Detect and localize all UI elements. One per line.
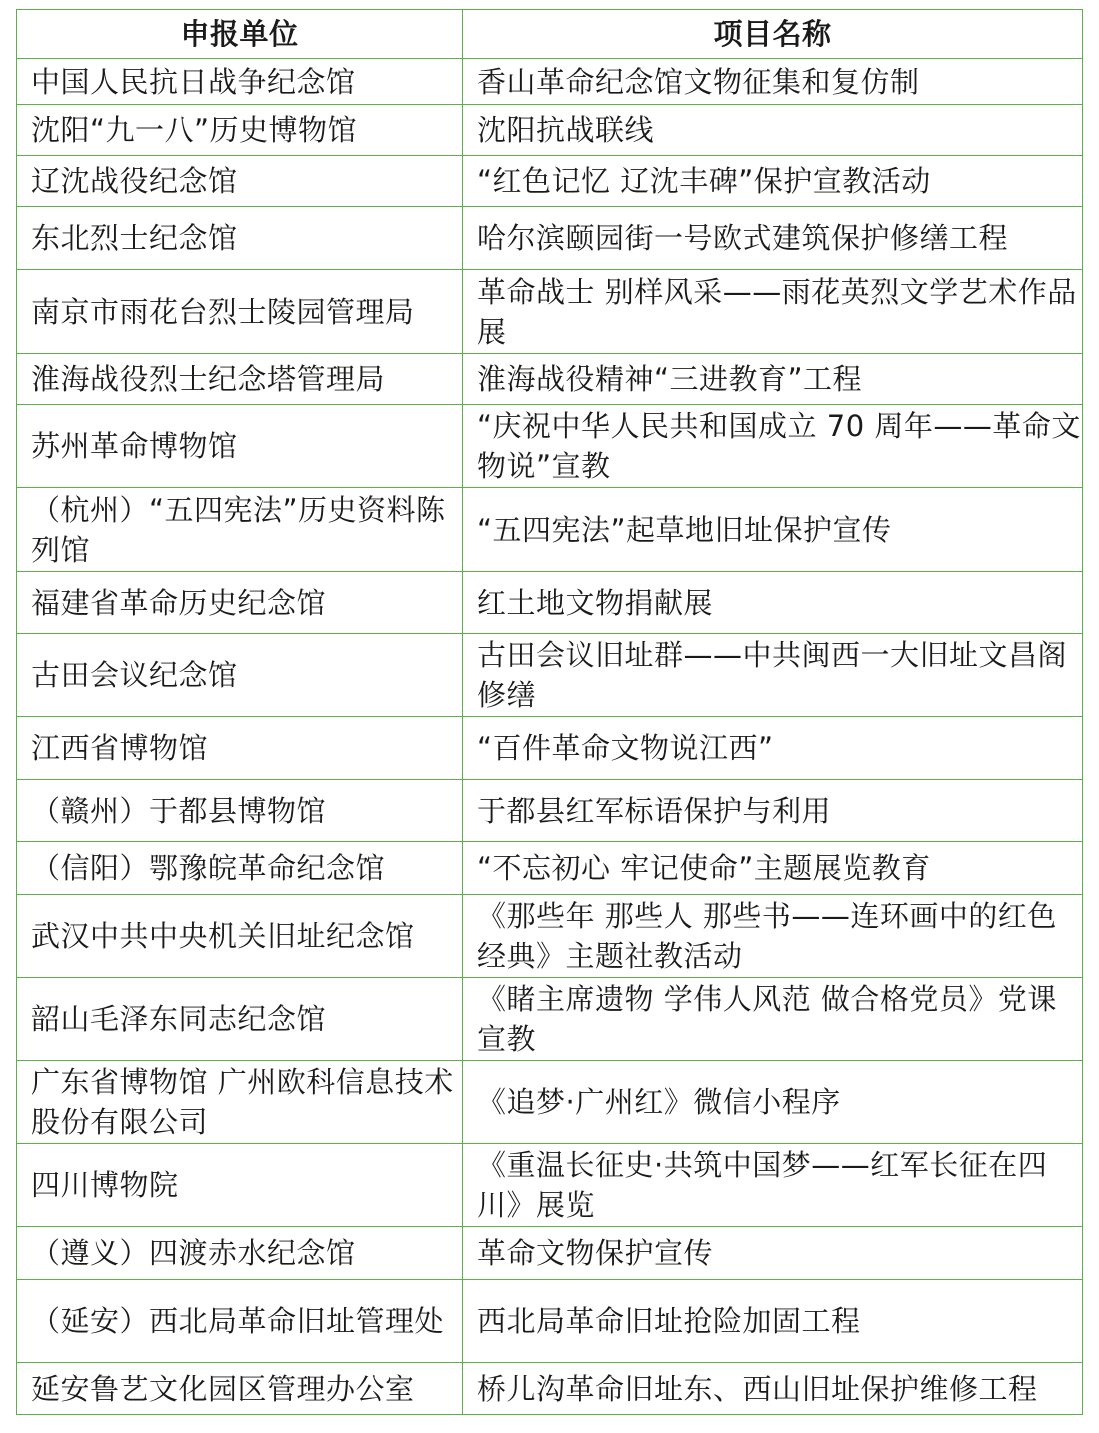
unit-cell: 南京市雨花台烈士陵园管理局: [17, 270, 463, 354]
unit-cell: 古田会议纪念馆: [17, 634, 463, 717]
project-cell: 《那些年 那些人 那些书——连环画中的红色经典》主题社教活动: [463, 895, 1083, 978]
unit-cell: 武汉中共中央机关旧址纪念馆: [17, 895, 463, 978]
table-row: [17, 59, 1083, 105]
table-row: [17, 572, 1083, 634]
table-header-row: [17, 10, 1083, 59]
project-cell: 香山革命纪念馆文物征集和复仿制: [463, 59, 1083, 105]
table-row: [17, 1227, 1083, 1280]
project-cell: 西北局革命旧址抢险加固工程: [463, 1280, 1083, 1363]
unit-cell: 中国人民抗日战争纪念馆: [17, 59, 463, 105]
project-cell: 沈阳抗战联线: [463, 105, 1083, 156]
project-table: [16, 9, 1083, 1415]
table-row: [17, 156, 1083, 207]
table-row: [17, 488, 1083, 572]
table-row: [17, 105, 1083, 156]
project-cell: “百件革命文物说江西”: [463, 717, 1083, 780]
unit-cell: 辽沈战役纪念馆: [17, 156, 463, 207]
header-project: 项目名称: [463, 10, 1083, 59]
table-row: [17, 978, 1083, 1061]
table-row: [17, 780, 1083, 842]
project-cell: 古田会议旧址群——中共闽西一大旧址文昌阁修缮: [463, 634, 1083, 717]
table-row: [17, 1061, 1083, 1144]
unit-cell: 韶山毛泽东同志纪念馆: [17, 978, 463, 1061]
unit-cell: 延安鲁艺文化园区管理办公室: [17, 1363, 463, 1415]
unit-cell: （遵义）四渡赤水纪念馆: [17, 1227, 463, 1280]
unit-cell: （赣州）于都县博物馆: [17, 780, 463, 842]
unit-cell: （杭州）“五四宪法”历史资料陈列馆: [17, 488, 463, 572]
unit-cell: 广东省博物馆 广州欧科信息技术股份有限公司: [17, 1061, 463, 1144]
project-cell: 革命文物保护宣传: [463, 1227, 1083, 1280]
unit-cell: 沈阳“九一八”历史博物馆: [17, 105, 463, 156]
project-cell: 淮海战役精神“三进教育”工程: [463, 354, 1083, 405]
unit-cell: 四川博物院: [17, 1144, 463, 1227]
table-row: [17, 842, 1083, 895]
table-row: [17, 634, 1083, 717]
table-row: [17, 717, 1083, 780]
unit-cell: 苏州革命博物馆: [17, 405, 463, 488]
project-cell: 《睹主席遗物 学伟人风范 做合格党员》党课宣教: [463, 978, 1083, 1061]
table-row: [17, 1144, 1083, 1227]
project-cell: “不忘初心 牢记使命”主题展览教育: [463, 842, 1083, 895]
project-cell: “庆祝中华人民共和国成立 70 周年——革命文物说”宣教: [463, 405, 1083, 488]
unit-cell: （信阳）鄂豫皖革命纪念馆: [17, 842, 463, 895]
project-cell: “红色记忆 辽沈丰碑”保护宣教活动: [463, 156, 1083, 207]
unit-cell: 福建省革命历史纪念馆: [17, 572, 463, 634]
project-cell: 于都县红军标语保护与利用: [463, 780, 1083, 842]
table-row: [17, 270, 1083, 354]
table-row: [17, 895, 1083, 978]
table-row: [17, 207, 1083, 270]
project-cell: “五四宪法”起草地旧址保护宣传: [463, 488, 1083, 572]
project-cell: 《重温长征史·共筑中国梦——红军长征在四川》展览: [463, 1144, 1083, 1227]
project-cell: 哈尔滨颐园街一号欧式建筑保护修缮工程: [463, 207, 1083, 270]
header-unit: 申报单位: [17, 10, 463, 59]
project-cell: 桥儿沟革命旧址东、西山旧址保护维修工程: [463, 1363, 1083, 1415]
table-row: [17, 354, 1083, 405]
table-row: [17, 1280, 1083, 1363]
table-row: [17, 405, 1083, 488]
table-row: [17, 1363, 1083, 1415]
unit-cell: （延安）西北局革命旧址管理处: [17, 1280, 463, 1363]
project-cell: 红土地文物捐献展: [463, 572, 1083, 634]
unit-cell: 江西省博物馆: [17, 717, 463, 780]
unit-cell: 东北烈士纪念馆: [17, 207, 463, 270]
project-cell: 《追梦·广州红》微信小程序: [463, 1061, 1083, 1144]
unit-cell: 淮海战役烈士纪念塔管理局: [17, 354, 463, 405]
project-cell: 革命战士 别样风采——雨花英烈文学艺术作品展: [463, 270, 1083, 354]
